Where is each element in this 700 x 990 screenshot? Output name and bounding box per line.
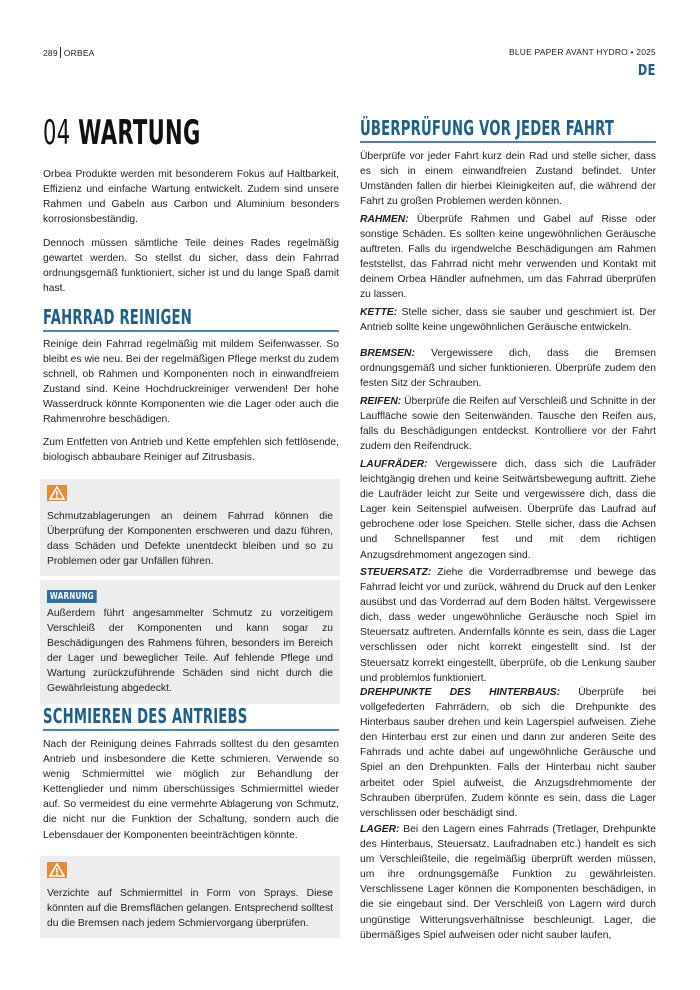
intro-paragraph-1: Orbea Produkte werden mit besonderem Fokus auf Haltbarkeit, Effizienz und einfache Wartung entwickelt. Zudem sind unsere Rahmen und Gabeln aus Carbon und Aluminium besonders korrosionsbeständig. [43, 169, 339, 226]
warning-text-dirt: Außerdem führt angesammelter Schmutz zu vorzeitigem Verschleiß der Komponenten und kann sogar zu Beschädigungen des Rahmens führen, besonders im Bereich der Lager und beweglicher Teile. Auf fehlende Pflege und Wartung zurückzuführende Schäden sind nicht durch die Gewährleistung abgedeckt. [47, 608, 333, 695]
check-label: BREMSEN: [360, 348, 415, 359]
brand-name: ORBEA [63, 47, 95, 58]
section-pre-ride-check [360, 117, 656, 143]
check-label: STEUERSATZ: [360, 567, 432, 578]
check-item-brakes: BREMSEN: Vergewissere dich, dass die Bremsen ordnungsgemäß und sicher funktionieren. Überprüfe zudem den festen Sitz der Schrauben. [360, 348, 656, 390]
cleaning-paragraph-1: Reinige dein Fahrrad regelmäßig mit mildem Seifenwasser. So bleibt es wie neu. Bei der regelmäßigen Pflege merkst du zudem schnell, ob Rahmen und Komponenten noch in einwandfreiem Zustand sind. Keine Hochdruckreiniger verwenden! Der hohe Wasserdruck könnte Komponenten wie die Lager oder auch die Rahmenrohre beschädigen. [43, 339, 339, 426]
check-label: LAUFRÄDER: [360, 459, 428, 470]
section-heading-cleaning: FAHRRAD REINIGEN [43, 305, 192, 329]
caution-box-spray [40, 856, 340, 938]
check-item-chain: KETTE: Stelle sicher, dass sie sauber und geschmiert ist. Der Antrieb sollte keine ungewöhnlichen Geräusche entwickeln. [360, 307, 656, 334]
pre-ride-intro: Überprüfe vor jeder Fahrt kurz dein Rad und stelle sicher, dass es sich in einem einwandfreien Zustand befindet. Unter Umständen fallen dir hierbei Kleinigkeiten auf, die während der Fahrt zu großen Problemen werden können. [360, 151, 656, 208]
section-heading-pre-ride-check: ÜBERPRÜFUNG VOR JEDER FAHRT [360, 116, 615, 140]
check-item-frame: RAHMEN: Überprüfe Rahmen und Gabel auf Risse oder sonstige Schäden. Es sollten keine ungewöhnlichen Geräusche auftreten. Falls du irgendwelche Beschädigungen am Rahmen feststellst, das Fahrrad nicht mehr verwenden und Kontakt mit deinem Orbea Händler aufnehmen, um das Fahrrad überprüfen zu lassen. [360, 214, 656, 301]
document-title: BLUE PAPER AVANT HYDRO • 2025 [508, 47, 656, 57]
section-rule [360, 141, 656, 143]
chapter-title [43, 113, 201, 153]
check-item-headset: STEUERSATZ: Ziehe die Vorderradbremse und bewege das Fahrrad leicht vor und zurück, während du Druck auf den Lenker ausübst und das Vorderrad auf dem Boden hältst. Vergewissere dich, dass weder ungewöhnliche Geräusche noch Spiel im Steuersatz auftreten. Andernfalls könnte es sein, dass die Lager verschlissen oder nicht korrekt eingestellt sind. Ist der Steuersatz korrekt eingestellt, überprüfe, ob die Lenkung sauber und problemlos funktioniert. [360, 567, 656, 684]
lubrication-paragraph: Nach der Reinigung deines Fahrrads solltest du den gesamten Antrieb und insbesondere die Kette schmieren. Verwende so wenig Schmiermittel wie möglich zur Behandlung der Kettenglieder und nimm überschüssiges Schmiermittel wieder auf. So vermeidest du eine vermehrte Ablagerung von Schmutz, die nicht nur die Funktion der Schaltung, sondern auch die Lebensdauer der Komponenten beeinträchtigen könnte. [43, 739, 339, 841]
check-label: DREHPUNKTE DES HINTERBAUS: [360, 687, 561, 698]
check-label: REIFEN: [360, 396, 402, 407]
section-rule [43, 330, 339, 332]
caution-box-dirt [40, 479, 340, 576]
check-label: KETTE: [360, 307, 398, 318]
caution-text-spray: Verzichte auf Schmiermittel in Form von Sprays. Diese könnten auf die Bremsflächen gelangen. Entsprechend solltest du die Bremsen nach jedem Schmiervorgang überprüfen. [47, 888, 333, 930]
check-item-tires: REIFEN: Überprüfe die Reifen auf Verschleiß und Schnitte in der Lauffläche sowie den Seitenwänden. Tausche den Reifen aus, falls du Beschädigungen entdeckst. Kontrolliere vor der Fahrt zudem den Reifendruck. [360, 396, 656, 453]
header-divider [60, 47, 61, 58]
check-label: LAGER: [360, 824, 400, 835]
warning-badge: WARNUNG [47, 590, 97, 603]
page-number: 289 [43, 47, 58, 58]
section-lubrication [43, 705, 339, 731]
check-item-pivots: DREHPUNKTE DES HINTERBAUS: Überprüfe bei vollgefederten Fahrrädern, ob sich die Drehpunkte des Hinterbaus sauber drehen und kein Lagerspiel aufweisen. Ziehe den Hinterbau erst zur einen und dann zur anderen Seite des Fahrrads und achte dabei auf ungewöhnliche Geräusche und Spiel an den Drehpunkten. Falls der Hinterbau nicht sauber arbeitet oder Spiel aufweist, die Anzugsdrehmomente der Schrauben überprüfen. Zudem könnte es sein, dass die Lager verschlissen oder beschädigt sind. [360, 687, 656, 819]
check-item-wheels: LAUFRÄDER: Vergewissere dich, dass sich die Laufräder leichtgängig drehen und keine Seitwärtsbewegung auftritt. Ziehe die Laufräder leicht zur Seite und vergewissere dich, dass die Lager kein Seitenspiel aufweisen. Überprüfe das Laufrad auf gebrochene oder lose Speichen. Stelle sicher, dass die Achsen und Schnellspanner fest und mit dem richtigen Anzugsdrehmoment angezogen sind. [360, 459, 656, 561]
chapter-name: WARTUNG [78, 113, 201, 153]
warning-triangle-icon [47, 862, 67, 878]
caution-text-dirt: Schmutzablagerungen an deinem Fahrrad können die Überprüfung der Komponenten erschweren und dazu führen, dass Schäden und Defekte unentdeckt bleiben und so zu Problemen oder gar Unfällen führen. [47, 511, 333, 568]
cleaning-paragraph-2: Zum Entfetten von Antrieb und Kette empfehlen sich fettlösende, biologisch abbaubare Reiniger auf Zitrusbasis. [43, 437, 339, 464]
intro-paragraph-2: Dennoch müssen sämtliche Teile deines Rades regelmäßig gewartet werden. So stellst du sicher, dass dein Fahrrad ordnungsgemäß funktioniert, sicher ist und du lange Spaß damit hast. [43, 238, 339, 295]
section-heading-lubrication: SCHMIEREN DES ANTRIEBS [43, 704, 248, 728]
language-code: DE [638, 61, 656, 79]
warning-triangle-icon [47, 485, 67, 501]
chapter-number: 04 [43, 113, 71, 153]
check-label: RAHMEN: [360, 214, 409, 225]
check-item-bearings: LAGER: Bei den Lagern eines Fahrrads (Tretlager, Drehpunkte des Hinterbaus, Steuersatz, Laufradnaben etc.) handelt es sich um Verschleißteile, die regelmäßig überprüft werden müssen, um ihre ordnungsgemäße Funktion zu gewährleisten. Verschlissene Lager können die Komponenten beschädigen, in die sie eingebaut sind. Der Verschleiß von Lagern wird durch ungünstige Witterungsverhältnisse beschleunigt. Lager, die übermäßiges Spiel aufweisen oder nicht sauber laufen, [360, 824, 656, 941]
warning-box-dirt [40, 580, 340, 704]
section-cleaning [43, 306, 339, 332]
section-rule [43, 729, 339, 731]
page-header-left [43, 47, 95, 58]
